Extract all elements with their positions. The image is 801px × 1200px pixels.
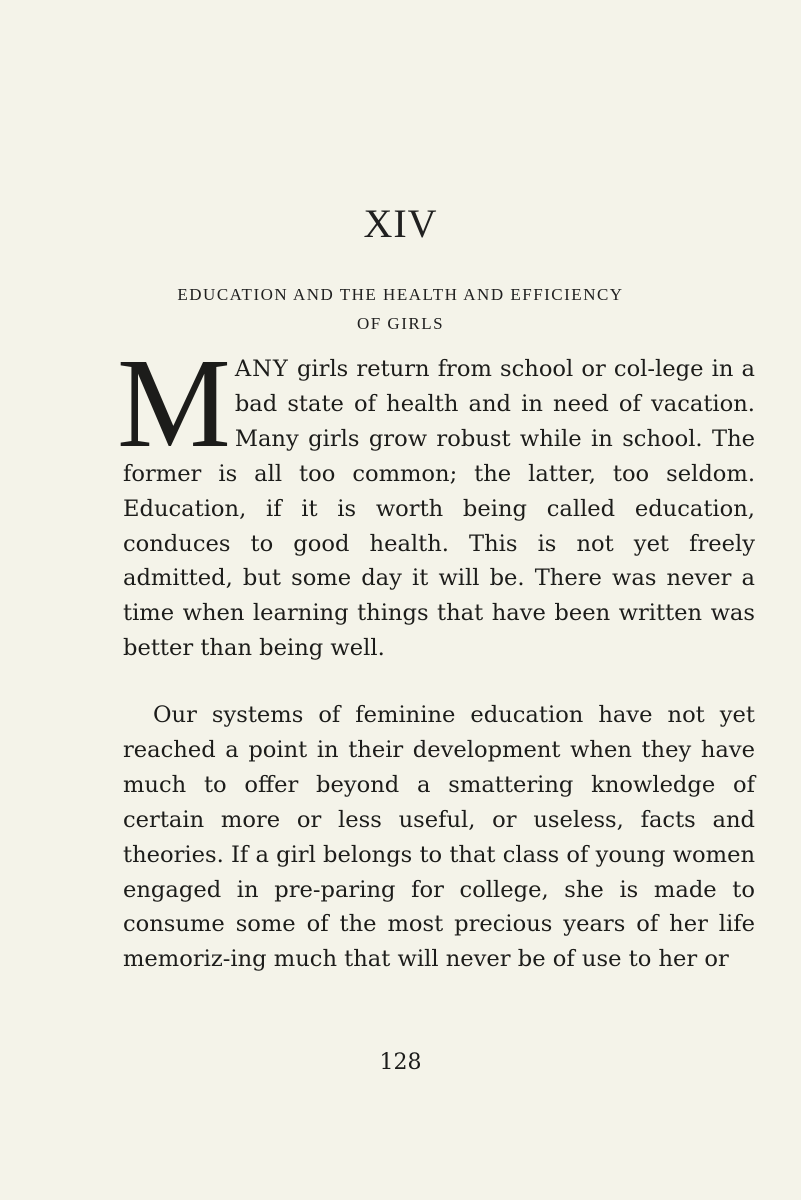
body-paragraph-1 — [117, 332, 755, 666]
body-paragraph-2 — [123, 698, 755, 977]
small-caps-run: ANY — [234, 356, 289, 382]
chapter-title-line-1: EDUCATION AND THE HEALTH AND EFFICIENCY — [177, 285, 624, 304]
page-number: 128 — [379, 1050, 422, 1075]
paragraph-2-text: Our systems of feminine education have not yet reached a point in their development when they have much to offer beyond a smattering knowledge of certain more or less useful, or useless, facts and theories. If a girl belongs to that class of young women engaged in pre-paring for college, she is made to consume some of the most precious years of her life memoriz-ing much that will never be of use to her or — [123, 702, 755, 973]
drop-cap: M — [117, 332, 231, 474]
chapter-title-line-2: OF GIRLS — [356, 314, 445, 333]
paragraph-1-text: girls return from school or col-lege in a bad state of health and in need of vacation. Many girls grow robust while in school. The former is all too common; the latter, too seldom. Education, if it is worth being called education, conduces to good health. This is not yet freely admitted, but some day it will be. There was never a time when learning things that have been written was better than being well. — [123, 356, 755, 662]
chapter-number: XIV — [363, 201, 438, 246]
